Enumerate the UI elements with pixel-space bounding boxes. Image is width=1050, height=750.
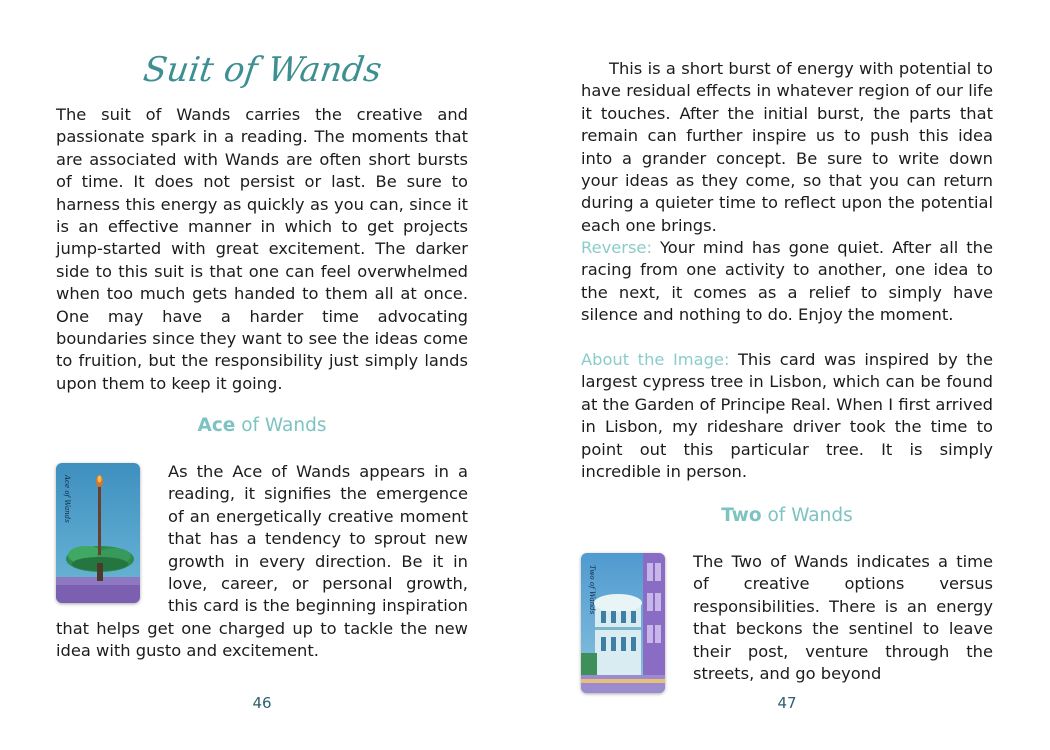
two-card-illustration (581, 553, 665, 693)
continuation-paragraph: This is a short burst of energy with potential to have residual effects in whatever region of our life it touches. After the initial burst, the parts that remain can further inspire us to push this idea into a grander concept. Be sure to write down your ideas as they come, so that you can return during a quieter time to reflect upon the potential each one brings. (581, 59, 993, 235)
ace-image-float-spacer (56, 461, 168, 609)
suit-title: Suit of Wands (140, 50, 385, 90)
reverse-text: Your mind has gone quiet. After all the racing from one activity to another, one idea to the next, it comes as a relief to simply have silence and nothing to do. Enjoy the moment. (581, 238, 993, 325)
page-number-right: 47 (777, 694, 797, 712)
ace-heading-rest: of Wands (235, 415, 327, 436)
about-label: About the Image: (581, 350, 730, 369)
two-paragraph: The Two of Wands indicates a time of creative options versus responsibilities. There is an energy that beckons the sentinel to leave their post, venture through the streets, and go beyond (693, 552, 993, 684)
ace-of-wands-heading (56, 415, 468, 436)
two-heading-bold: Two (721, 505, 762, 526)
two-of-wands-heading (581, 505, 993, 526)
page-number-left: 46 (252, 694, 272, 712)
ace-heading-bold: Ace (197, 415, 236, 436)
ace-card-caption: Ace of Wands (63, 475, 71, 523)
suit-intro-paragraph: The suit of Wands carries the creative and passionate spark in a reading. The moments that are associated with Wands are often short bursts of time. It does not persist or last. Be sure to harness this energy as quickly as you can, since it is an effective manner in which to get projects jump-started with great excitement. The darker side to this suit is that one can feel overwhelmed when too much gets handed to them all at once. One may have a harder time advocating boundaries since they want to see the ideas come to fruition, but the responsibility just simply lands upon them to keep it going. (56, 105, 468, 393)
reverse-paragraph (581, 237, 993, 327)
two-of-wands-card-image (581, 553, 665, 693)
ace-text: As the Ace of Wands appears in a reading, it signifies the emergence of an energetically creative moment that has a tendency to sprout new growth in every direction. Be it in love, career, or personal growth, this card is the beginning inspiration that helps get one charged up to tackle the new idea with gusto and excitement. (56, 462, 468, 661)
right-page (525, 0, 1050, 750)
about-text: This card was inspired by the largest cypress tree in Lisbon, which can be found at the Garden of Principe Real. When I first arrived in Lisbon, my rideshare driver took the time to point out this particular tree. It is simply incredible in person. (581, 350, 994, 482)
ace-paragraph (56, 461, 468, 663)
about-image-paragraph (581, 349, 993, 483)
two-heading-rest: of Wands (761, 505, 853, 526)
two-card-caption: Two of Wands (588, 565, 596, 615)
reverse-label: Reverse: (581, 238, 652, 257)
